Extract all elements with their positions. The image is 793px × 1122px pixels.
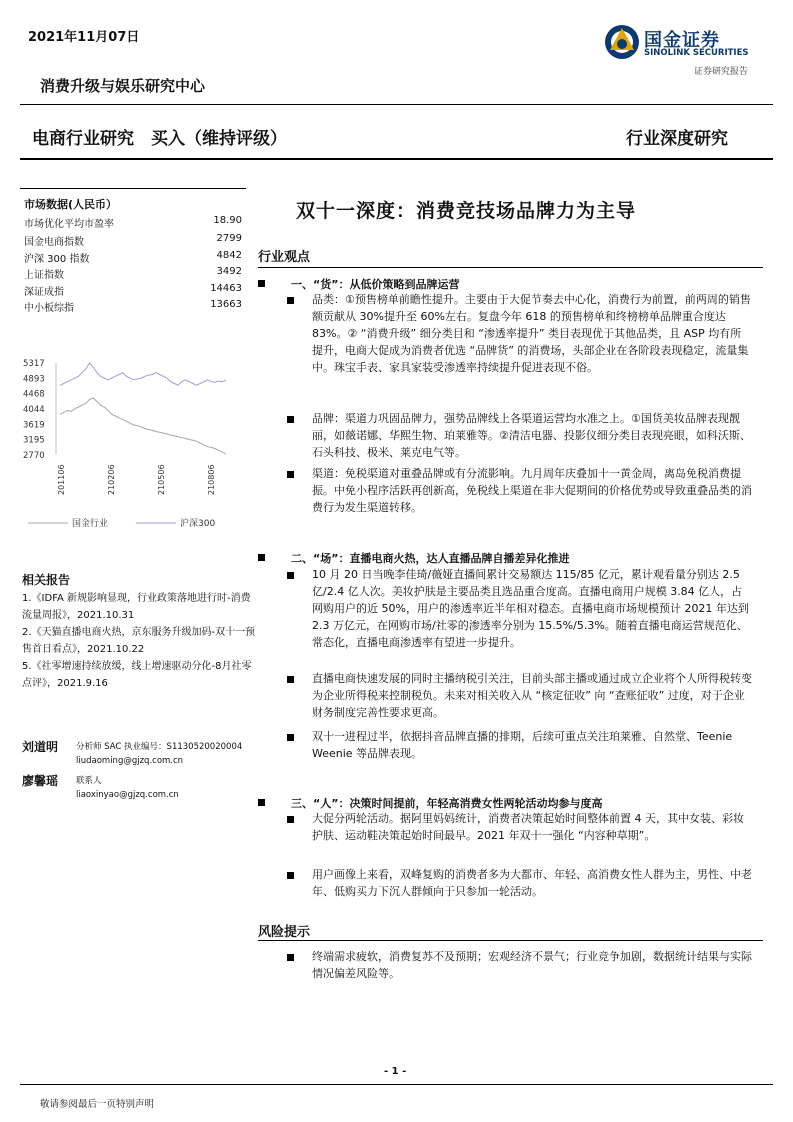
section-heading-text: 二、“场”：直播电商火热，达人直播品牌自播差异化推进 (291, 552, 570, 565)
square-bullet-icon (258, 280, 265, 287)
report-title: 双十一深度：消费竞技场品牌力为主导 (296, 200, 637, 222)
x-tick-label: 210206 (107, 464, 116, 495)
divider (20, 158, 773, 160)
y-tick-label: 3195 (23, 435, 45, 446)
author-title: 分析师 SAC 执业编号：S1130520020004 (76, 742, 243, 752)
bullet-paragraph: 10 月 20 日当晚李佳琦/薇娅直播间累计交易额达 115/85 亿元，累计观看量分别达 2.5 亿/2.4 亿人次。美妆护肤是主要品类且选品重合度高。直播电商用户规模 3.84 亿人，占网购用户的近 50%，用户的渗透率近半年相对稳态。直播电商市场规模预计 2021 年达到 2.3 万亿元，在网购市场/社零的渗透率分别为 15.5%/5.3%。随着直播电商运营规范化、常态化，直播电商渗透率有望进一步提升。 (312, 568, 749, 649)
series-line-0 (60, 398, 226, 454)
author-title: 联系人 (76, 776, 102, 786)
market-value: 4842 (216, 250, 242, 261)
brand-name-cn: 国金证券 (644, 30, 720, 51)
bullet-paragraph: 双十一进程过半，依据抖音品牌直播的排期，后续可重点关注珀莱雅、自然堂、Teenie Weenie 等品牌表现。 (312, 730, 733, 760)
section-heading-text: 一、“货”：从低价策略到品牌运营 (291, 278, 460, 291)
market-label: 上证指数 (24, 270, 64, 281)
report-date: 2021年11月07日 (28, 30, 140, 45)
market-row (24, 215, 242, 230)
sector-rating: 电商行业研究 买入（维持评级） (32, 129, 287, 149)
y-tick-label: 4468 (23, 389, 45, 400)
x-tick-label: 210806 (207, 464, 216, 495)
market-label: 国金电商指数 (24, 237, 84, 248)
sinolink-logo-icon (604, 24, 640, 60)
index-line-chart (20, 355, 236, 545)
author-info (76, 740, 242, 768)
y-tick-label: 4893 (23, 374, 45, 385)
divider (258, 267, 763, 268)
market-value: 13663 (210, 299, 242, 310)
section-heading (258, 550, 569, 566)
bullet-paragraph: 品类：①预售榜单前瞻性提升。主要由于大促节奏去中心化，消费行为前置，前两周的销售额贡献从 30%提升至 60%左右。复盘今年 618 的预售榜单和终榜榜单品牌重合度达 83%。② “消费升级” 细分类目和 “渗透率提升” 类目表现优于其他品类，且 ASP 均有所提升，电商大促成为消费者优选 “品牌货” 的消费场，头部企业在各阶段表现稳定，流量集中。珠宝手表、家具家装受渗透率持续提升促进表现不俗。 (312, 293, 751, 374)
bullet-paragraph: 直播电商快速发展的同时主播纳税引关注，目前头部主播或通过成立企业将个人所得税转变为企业所得税来控制税负。未来对相关收入从 “核定征收” 向 “查账征收” 过度，对于企业财务制度完善性要求更高。 (312, 672, 752, 719)
square-bullet-icon (287, 416, 294, 423)
y-tick-label: 2770 (23, 451, 45, 461)
market-value: 2799 (216, 233, 242, 244)
square-bullet-icon (287, 734, 294, 741)
report-category: 行业深度研究 (626, 129, 728, 149)
market-label: 中小板综指 (24, 303, 74, 314)
section-heading (258, 795, 602, 811)
y-tick-label: 4044 (23, 404, 45, 415)
author-name: 刘道明 (22, 740, 59, 754)
bullet-paragraph: 品牌：渠道力巩固品牌力，强势品牌线上各渠道运营均水准之上。①国货美妆品牌表现靓丽，如薇诺娜、华熙生物、珀莱雅等。②清洁电器、投影仪细分类目表现亮眼，如科沃斯、石头科技、极米、莱克电气等。 (312, 412, 751, 459)
square-bullet-icon (287, 297, 294, 304)
market-row (24, 250, 242, 265)
square-bullet-icon (287, 954, 294, 961)
author-email[interactable]: liaoxinyao@gjzq.com.cn (76, 790, 179, 800)
market-label: 市场优化平均市盈率 (24, 219, 114, 230)
square-bullet-icon (287, 676, 294, 683)
square-bullet-icon (287, 872, 294, 879)
divider (258, 940, 763, 941)
market-row (24, 299, 242, 314)
related-report-item[interactable]: 2.《天猫直播电商火热，京东服务升级加码-双十一预售首日看点》，2021.10.22 (22, 627, 256, 655)
series-line-1 (60, 363, 226, 385)
author-name: 廖馨瑶 (22, 774, 59, 788)
market-label: 深证成指 (24, 287, 64, 298)
square-bullet-icon (258, 799, 265, 806)
y-tick-label: 5317 (23, 359, 45, 369)
section-heading-text: 三、“人”：决策时间提前，年轻高消费女性两轮活动均参与度高 (291, 797, 603, 810)
square-bullet-icon (287, 816, 294, 823)
author-info (76, 774, 179, 802)
bullet-paragraph: 大促分两轮活动。据阿里妈妈统计，消费者决策起始时间整体前置 4 天，其中女装、彩妆护肤、运动鞋决策起始时间最早。2021 年双十一强化 “内容种草期”。 (312, 812, 744, 842)
market-value: 14463 (210, 283, 242, 294)
square-bullet-icon (258, 554, 265, 561)
x-tick-label: 210506 (157, 464, 166, 495)
divider (20, 104, 773, 105)
square-bullet-icon (287, 572, 294, 579)
legend-label: 沪深300 (180, 519, 216, 529)
brand-name-en: SINOLINK SECURITIES (644, 48, 749, 58)
market-row (24, 233, 242, 248)
y-tick-label: 3619 (23, 420, 45, 431)
divider (20, 1084, 773, 1085)
related-report-item[interactable]: 5.《社零增速持续放缓，线上增速驱动分化-8月社零点评》，2021.9.16 (22, 661, 252, 689)
bullet-paragraph: 用户画像上来看，双峰复购的消费者多为大都市、年轻、高消费女性人群为主，男性、中老年、低购买力下沉人群倾向于只参加一轮活动。 (312, 868, 752, 898)
x-tick-label: 201106 (57, 464, 66, 495)
legend-label: 国金行业 (72, 519, 109, 529)
divider (20, 188, 246, 189)
risk-heading: 风险提示 (258, 925, 311, 940)
research-center: 消费升级与娱乐研究中心 (40, 77, 206, 95)
footer-disclaimer: 敬请参阅最后一页特别声明 (40, 1099, 155, 1110)
page-number: - 1 - (384, 1066, 407, 1077)
related-report-item[interactable]: 1.《IDFA 新规影响显现，行业政策落地进行时-消费流量周报》，2021.10.31 (22, 593, 251, 621)
view-heading: 行业观点 (258, 250, 311, 265)
related-reports-heading: 相关报告 (22, 573, 71, 587)
market-data-heading: 市场数据(人民币） (24, 198, 118, 211)
market-row (24, 283, 242, 298)
section-heading (258, 276, 459, 292)
bullet-paragraph: 渠道：免税渠道对重叠品牌或有分流影响。九月周年庆叠加十一黄金周，离岛免税消费提振。中免小程序活跃再创新高，免税线上渠道在非大促期间的价格优势或导致重叠品类的消费行为发生渠道转移。 (312, 467, 752, 514)
report-type: 证券研究报告 (694, 67, 749, 77)
risk-text: 终端需求疲软，消费复苏不及预期；宏观经济不景气；行业竞争加剧，数据统计结果与实际情况偏差风险等。 (312, 950, 752, 980)
author-email[interactable]: liudaoming@gjzq.com.cn (76, 756, 184, 766)
market-value: 18.90 (213, 215, 242, 226)
square-bullet-icon (287, 471, 294, 478)
market-row (24, 266, 242, 281)
market-label: 沪深 300 指数 (24, 254, 90, 265)
market-value: 3492 (216, 266, 242, 277)
